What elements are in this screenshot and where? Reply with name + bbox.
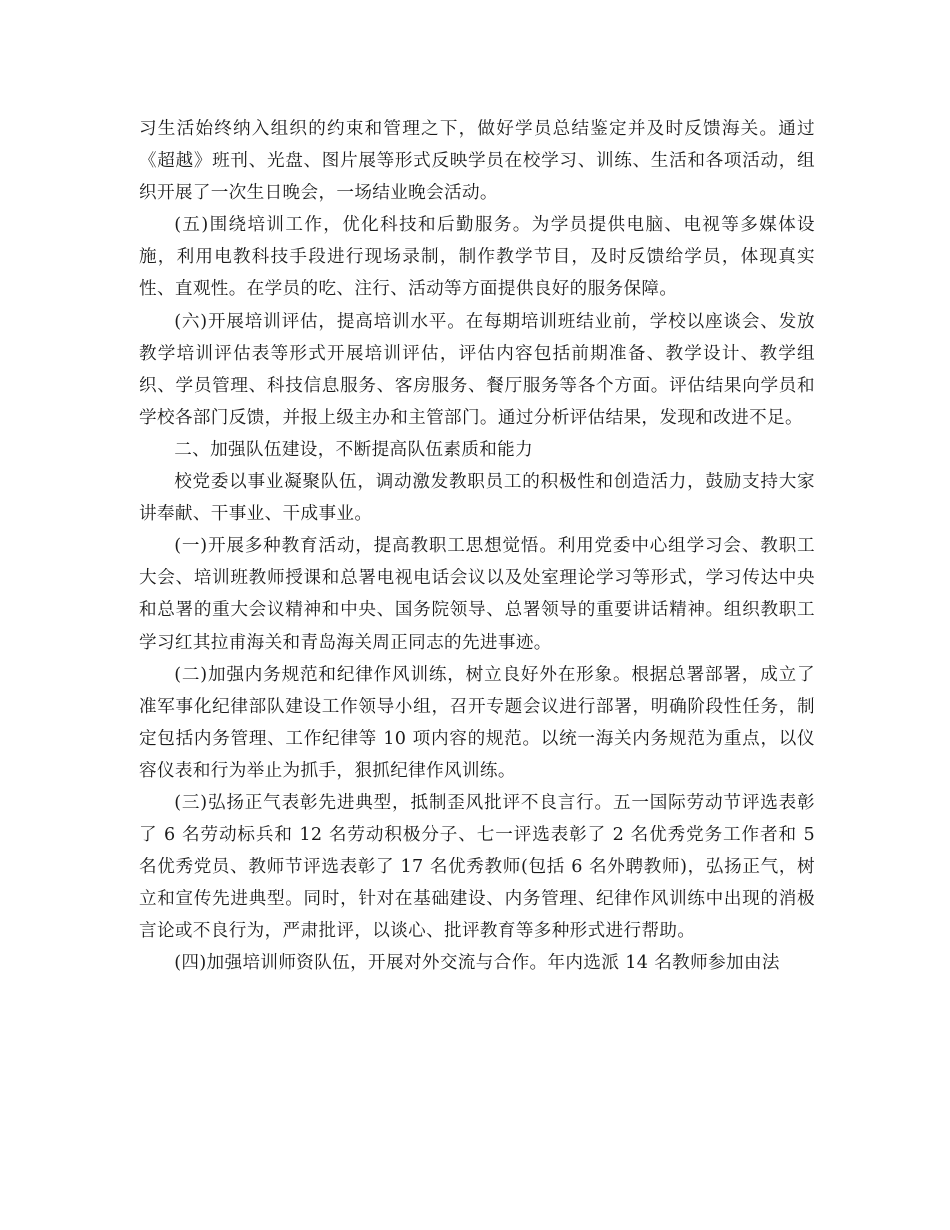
paragraph-party-committee: 校党委以事业凝聚队伍，调动激发教职员工的积极性和创造活力，鼓励支持大家讲奉献、干事业、干成事业。	[139, 472, 815, 525]
paragraph-discipline-training: (二)加强内务规范和纪律作风训练，树立良好外在形象。根据总署部署，成立了准军事化纪律部队建设工作领导小组，召开专题会议进行部署，明确阶段性任务，制定包括内务管理、工作纪律等 10 项内容的规范。以统一海关内务规范为重点，以仪容仪表和行为举止为抓手，狠抓纪律作风训练。	[139, 664, 815, 781]
section-heading-team-building: 二、加强队伍建设，不断提高队伍素质和能力	[174, 439, 534, 460]
document-body	[139, 113, 815, 980]
paragraph-training-evaluation: (六)开展培训评估，提高培训水平。在每期培训班结业前，学校以座谈会、发放教学培训评估表等形式开展培训评估，评估内容包括前期准备、教学设计、教学组织、学员管理、科技信息服务、客房服务、餐厅服务等各个方面。评估结果向学员和学校各部门反馈，并报上级主办和主管部门。通过分析评估结果，发现和改进不足。	[139, 311, 815, 428]
paragraph-student-management: 习生活始终纳入组织的约束和管理之下，做好学员总结鉴定并及时反馈海关。通过《超越》班刊、光盘、图片展等形式反映学员在校学习、训练、生活和各项活动，组织开展了一次生日晚会，一场结业晚会活动。	[139, 119, 815, 204]
paragraph-tech-logistics: (五)围绕培训工作，优化科技和后勤服务。为学员提供电脑、电视等多媒体设施，利用电教科技手段进行现场录制，制作教学节目，及时反馈给学员，体现真实性、直观性。在学员的吃、注行、活动等方面提供良好的服务保障。	[139, 215, 815, 300]
paragraph-commendation: (三)弘扬正气表彰先进典型，抵制歪风批评不良言行。五一国际劳动节评选表彰了 6 名劳动标兵和 12 名劳动积极分子、七一评选表彰了 2 名优秀党务工作者和 5 名优秀党员、教师节评选表彰了 17 名优秀教师(包括 6 名外聘教师)，弘扬正气，树立和宣传先进典型。同时，针对在基础建设、内务管理、纪律作风训练中出现的消极言论或不良行为，严肃批评，以谈心、批评教育等多种形式进行帮助。	[139, 792, 815, 942]
paragraph-education-activities: (一)开展多种教育活动，提高教职工思想觉悟。利用党委中心组学习会、教职工大会、培训班教师授课和总署电视电话会议以及处室理论学习等形式，学习传达中央和总署的重大会议精神和中央、国务院领导、总署领导的重要讲话精神。组织教职工学习红其拉甫海关和青岛海关周正同志的先进事迹。	[139, 536, 815, 653]
paragraph-teacher-exchange: (四)加强培训师资队伍，开展对外交流与合作。年内选派 14 名教师参加由法	[174, 953, 780, 974]
